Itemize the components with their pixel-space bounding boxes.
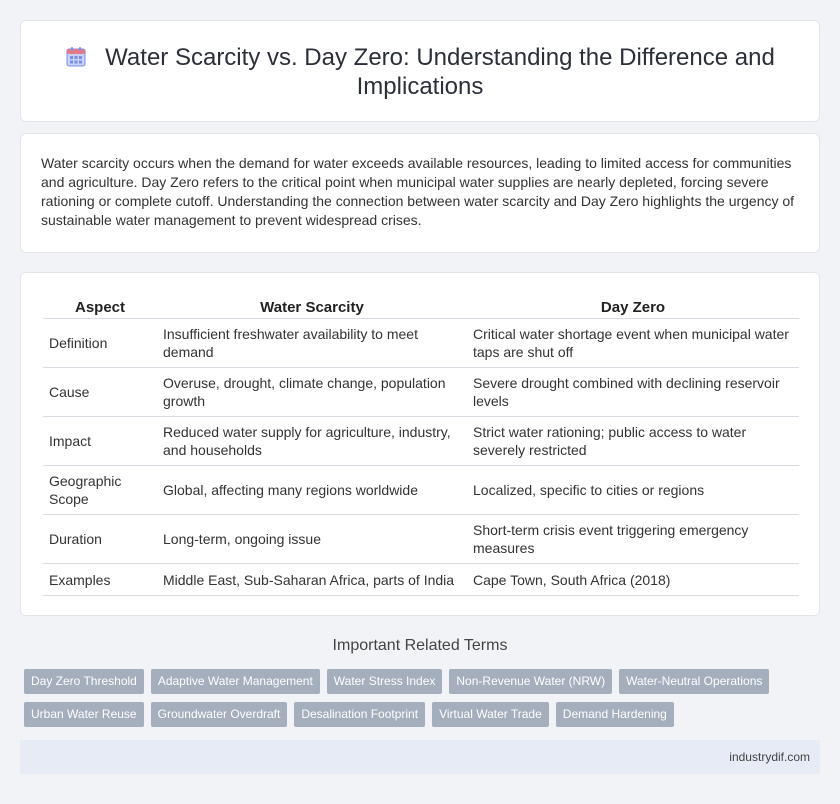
tag-demand-hardening[interactable]: Demand Hardening: [556, 702, 674, 727]
page-title-text: Water Scarcity vs. Day Zero: Understanding the Difference and Implications: [105, 44, 775, 100]
row-aspect: Examples: [43, 564, 157, 596]
comparison-card: [20, 272, 820, 616]
table-row: [43, 466, 799, 515]
row-day-zero: Strict water rationing; public access to water severely restricted: [467, 417, 799, 466]
header-water-scarcity: Water Scarcity: [157, 293, 467, 319]
header-card: [20, 20, 820, 122]
table-row: [43, 368, 799, 417]
row-aspect: Geographic Scope: [43, 466, 157, 515]
header-aspect: Aspect: [43, 293, 157, 319]
tag-water-stress-index[interactable]: Water Stress Index: [327, 669, 443, 694]
row-aspect: Definition: [43, 319, 157, 368]
row-water-scarcity: Global, affecting many regions worldwide: [157, 466, 467, 515]
row-water-scarcity: Insufficient freshwater availability to meet demand: [157, 319, 467, 368]
row-aspect: Cause: [43, 368, 157, 417]
intro-card: [20, 133, 820, 253]
table-row: [43, 417, 799, 466]
table-row: [43, 515, 799, 564]
row-aspect: Impact: [43, 417, 157, 466]
row-water-scarcity: Long-term, ongoing issue: [157, 515, 467, 564]
tag-virtual-water-trade[interactable]: Virtual Water Trade: [432, 702, 549, 727]
tag-day-zero-threshold[interactable]: Day Zero Threshold: [24, 669, 144, 694]
tag-non-revenue-water[interactable]: Non-Revenue Water (NRW): [449, 669, 612, 694]
table-row: [43, 319, 799, 368]
footer-bar: [20, 740, 820, 774]
footer-site[interactable]: industrydif.com: [729, 750, 810, 764]
table-row: [43, 564, 799, 596]
row-water-scarcity: Reduced water supply for agriculture, industry, and households: [157, 417, 467, 466]
row-water-scarcity: Middle East, Sub-Saharan Africa, parts of India: [157, 564, 467, 596]
row-day-zero: Severe drought combined with declining reservoir levels: [467, 368, 799, 417]
row-day-zero: Localized, specific to cities or regions: [467, 466, 799, 515]
tag-groundwater-overdraft[interactable]: Groundwater Overdraft: [151, 702, 288, 727]
tag-urban-water-reuse[interactable]: Urban Water Reuse: [24, 702, 144, 727]
related-terms-tags: [24, 669, 824, 735]
row-day-zero: Short-term crisis event triggering emergency measures: [467, 515, 799, 564]
page-title: [21, 43, 819, 101]
tag-adaptive-water-management[interactable]: Adaptive Water Management: [151, 669, 320, 694]
row-water-scarcity: Overuse, drought, climate change, population growth: [157, 368, 467, 417]
related-terms-heading: Important Related Terms: [332, 637, 508, 654]
tag-desalination-footprint[interactable]: Desalination Footprint: [294, 702, 425, 727]
intro-paragraph: Water scarcity occurs when the demand for water exceeds available resources, leading to limited access for communities and agriculture. Day Zero refers to the critical point when municipal water supplies are nearly depleted, forcing severe rationing or complete cutoff. Understanding the connection between water scarcity and Day Zero highlights the urgency of sustainable water management to prevent widespread crises.: [41, 155, 795, 228]
calendar-icon: [65, 46, 87, 68]
header-day-zero: Day Zero: [467, 293, 799, 319]
table-header-row: [43, 293, 799, 319]
comparison-table: [43, 293, 799, 596]
row-aspect: Duration: [43, 515, 157, 564]
tag-row: [24, 702, 824, 727]
tag-row: [24, 669, 824, 694]
row-day-zero: Cape Town, South Africa (2018): [467, 564, 799, 596]
tag-water-neutral-operations[interactable]: Water-Neutral Operations: [619, 669, 769, 694]
row-day-zero: Critical water shortage event when municipal water taps are shut off: [467, 319, 799, 368]
